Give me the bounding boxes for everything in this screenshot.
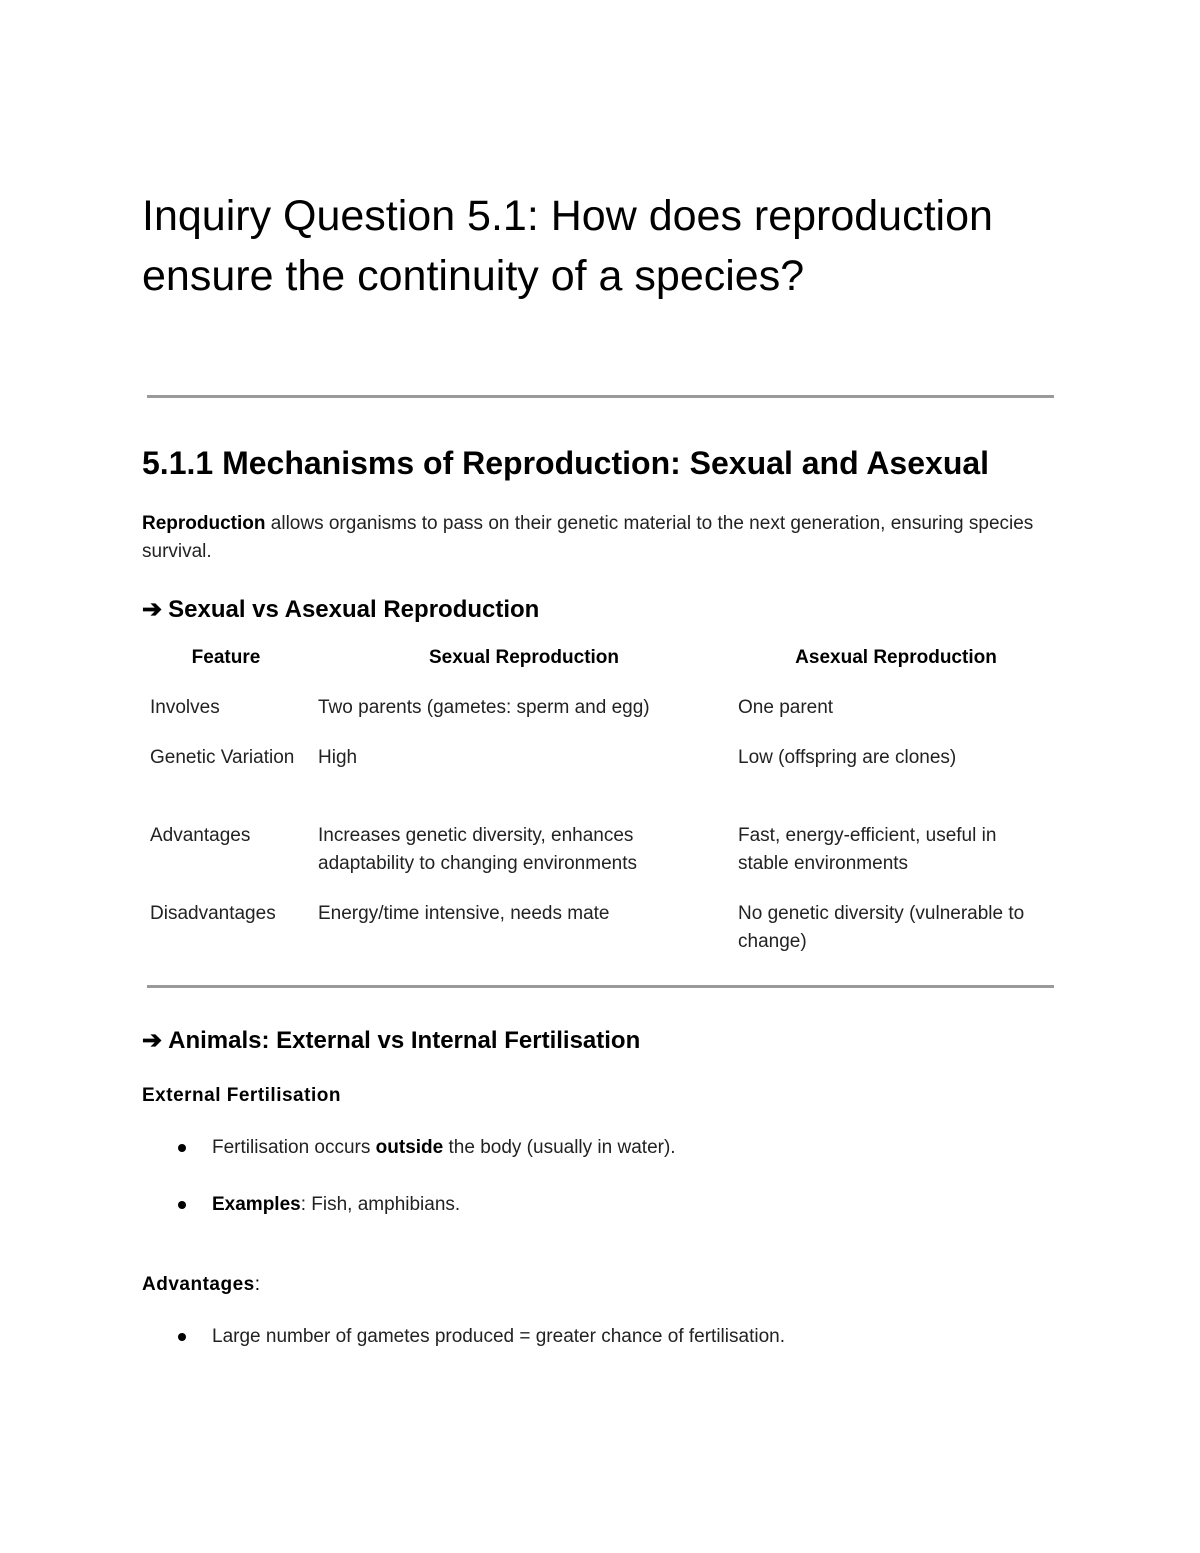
table-cell: High bbox=[318, 747, 358, 768]
list-item: Fertilisation occurs outside the body (usually in water). bbox=[142, 1134, 1042, 1162]
arrow-icon: ➔ bbox=[142, 596, 163, 623]
table-cell: Genetic Variation bbox=[150, 747, 295, 768]
table-row bbox=[142, 694, 1054, 744]
horizontal-rule bbox=[147, 395, 1054, 398]
table-cell: Low (offspring are clones) bbox=[738, 747, 957, 768]
bullet-icon bbox=[178, 1201, 186, 1209]
table-cell: No genetic diversity (vulnerable to change) bbox=[738, 903, 1025, 952]
page-title: Inquiry Question 5.1: How does reproduction ensure the continuity of a species? bbox=[142, 192, 993, 300]
animals-heading bbox=[142, 1025, 640, 1057]
list-item: Examples: Fish, amphibians. bbox=[142, 1191, 1042, 1219]
intro-paragraph bbox=[142, 510, 1042, 566]
external-fertilisation-heading: External Fertilisation bbox=[142, 1085, 341, 1106]
comparison-heading bbox=[142, 594, 539, 626]
arrow-icon: ➔ bbox=[142, 1027, 163, 1054]
table-header-cell: Asexual Reproduction bbox=[795, 647, 997, 668]
table-cell: Involves bbox=[150, 697, 220, 718]
external-fertilisation-list bbox=[142, 1134, 1042, 1248]
bullet-icon bbox=[178, 1333, 186, 1341]
horizontal-rule bbox=[147, 985, 1054, 988]
table-header-cell: Feature bbox=[191, 647, 261, 668]
table-cell: Two parents (gametes: sperm and egg) bbox=[318, 697, 650, 718]
table-header-row bbox=[142, 644, 1054, 694]
table-row bbox=[142, 744, 1054, 822]
table-cell: One parent bbox=[738, 697, 834, 718]
list-item: Large number of gametes produced = greater chance of fertilisation. bbox=[142, 1323, 1042, 1351]
table-cell: Fast, energy-efficient, useful in stable environments bbox=[738, 825, 997, 874]
table-cell: Disadvantages bbox=[150, 903, 276, 924]
table-header-cell: Sexual Reproduction bbox=[428, 647, 620, 668]
advantages-list bbox=[142, 1323, 1042, 1380]
section-heading: 5.1.1 Mechanisms of Reproduction: Sexual and Asexual bbox=[142, 445, 990, 481]
comparison-table bbox=[142, 644, 1054, 978]
intro-bold-term: Reproduction bbox=[142, 513, 266, 534]
advantages-heading: Advantages: bbox=[142, 1274, 261, 1295]
animals-heading-text: Animals: External vs Internal Fertilisation bbox=[168, 1027, 641, 1054]
table-row bbox=[142, 822, 1054, 900]
table-cell: Advantages bbox=[150, 825, 251, 846]
bullet-icon bbox=[178, 1144, 186, 1152]
table-cell: Energy/time intensive, needs mate bbox=[318, 903, 610, 924]
table-row bbox=[142, 900, 1054, 978]
comparison-heading-text: Sexual vs Asexual Reproduction bbox=[168, 596, 540, 623]
table-cell: Increases genetic diversity, enhances adaptability to changing environments bbox=[318, 825, 637, 874]
intro-text: allows organisms to pass on their genetic material to the next generation, ensuring species survival. bbox=[142, 513, 1034, 562]
